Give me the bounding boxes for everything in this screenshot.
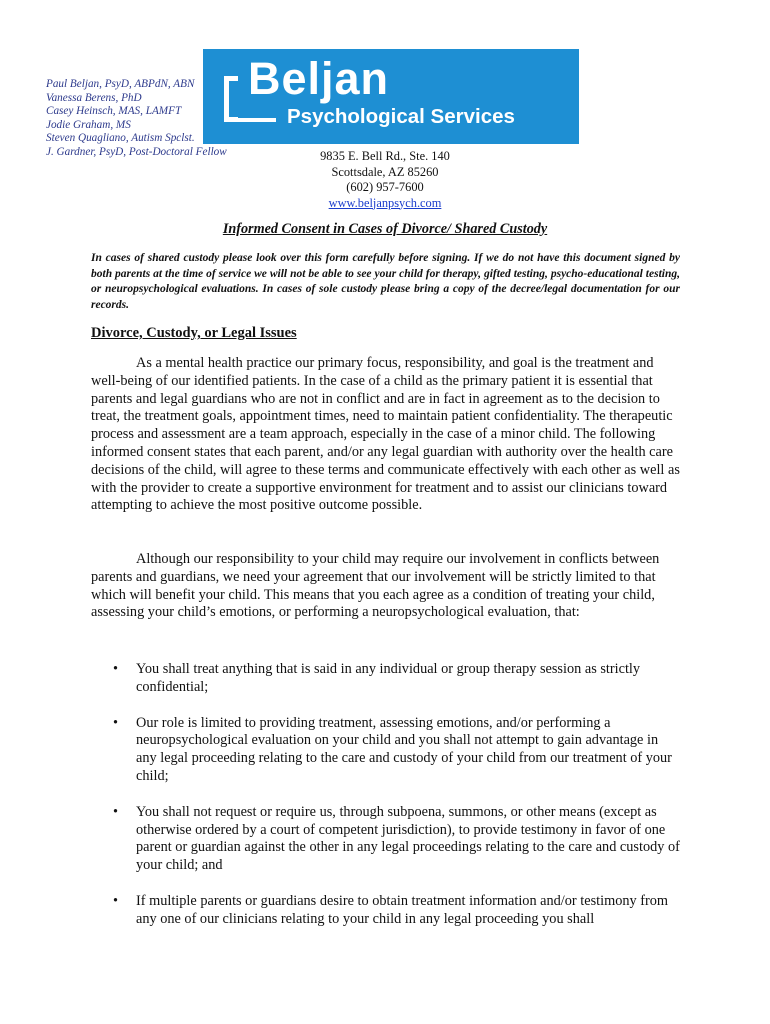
list-item	[91, 715, 681, 786]
staff-member: J. Gardner, PsyD, Post-Doctoral Fellow	[46, 145, 227, 158]
body-paragraph: Although our responsibility to your child may require our involvement in conflicts between parents and guardians, we need your agreement that our involvement will be strictly limited to that which will benefit your child. This means that you each agree as a condition of treating your child, assessing your child’s emotions, or performing a neuropsychological evaluation, that:	[91, 551, 660, 621]
staff-member: Paul Beljan, PsyD, ABPdN, ABN	[46, 78, 195, 90]
logo-bracket-icon	[224, 76, 238, 122]
address-city: Scottsdale, AZ 85260	[331, 164, 439, 179]
section-heading: Divorce, Custody, or Legal Issues	[91, 325, 297, 341]
bullet-icon: •	[113, 661, 119, 677]
beljan-logo	[203, 49, 579, 144]
staff-member: Vanessa Berens, PhD	[46, 91, 142, 104]
website-link[interactable]: www.beljanpsych.com	[328, 195, 442, 210]
staff-member: Steven Quagliano, Autism Spclst.	[46, 132, 195, 145]
bullet-icon: •	[113, 892, 119, 909]
document-title: Informed Consent in Cases of Divorce/ Shared Custody	[222, 221, 548, 237]
logo-name: Beljan	[248, 53, 390, 104]
list-item-text: You shall not request or require us, through subpoena, summons, or other means (except as otherwise ordered by a court of competent jurisdiction), to provide testimony in favor of one parent or guardian against the other in any legal proceedings relating to the care and custody of your child; and	[136, 803, 680, 874]
list-item	[91, 893, 681, 929]
address-street: 9835 E. Bell Rd., Ste. 140	[320, 149, 450, 163]
bullet-icon: •	[113, 714, 119, 731]
list-item	[91, 661, 681, 697]
list-item-text: If multiple parents or guardians desire to obtain treatment information and/or testimony from any one of our clinicians relating to your child in any legal proceeding you shall	[136, 892, 669, 927]
body-paragraph: As a mental health practice our primary focus, responsibility, and goal is the treatment and well-being of our identified patients. In the case of a child as the primary patient it is essential that parents and legal guardians who are not in conflict and are in fact in agreement as to the decision to treat, the treatment goals, appointment times, need to maintain patient confidentiality. The therapeutic process and assessment are a team approach, especially in the case of a minor child. The following informed consent states that each parent, and/or any legal guardian with authority over the health care decisions of the child, will agree to these terms and communicate effectively with each other as well as with the provider to create a supportive environment for treatment and to assist our clinicians toward attempting to achieve the most positive outcome possible.	[91, 355, 680, 514]
address-phone: (602) 957-7600	[346, 180, 424, 194]
bullet-icon: •	[113, 803, 119, 820]
staff-list	[46, 78, 227, 160]
custody-notice: In cases of shared custody please look over this form carefully before signing. If we do not have this document signed by both parents at the time of service we will not be able to see your child for therapy, gifted testing, psycho-educational testing, or neuropsychological evaluations. In cases of sole custody please bring a copy of the decree/legal documentation for our records.	[91, 252, 680, 311]
list-item-text: You shall treat anything that is said in any individual or group therapy session as strictly confidential;	[136, 661, 641, 695]
logo-underline	[224, 118, 276, 122]
list-item	[91, 804, 681, 875]
staff-member: Jodie Graham, MS	[46, 118, 131, 131]
address-block	[280, 149, 490, 211]
list-item-text: Our role is limited to providing treatment, assessing emotions, and/or performing a neuropsychological evaluation on your child and you shall not attempt to gain advantage in any legal proceeding relating to the care and custody of your child from our treatment of your child;	[136, 714, 672, 784]
logo-subtitle: Psychological Services	[287, 105, 515, 128]
staff-member: Casey Heinsch, MAS, LAMFT	[46, 105, 182, 118]
condition-list	[91, 661, 681, 947]
